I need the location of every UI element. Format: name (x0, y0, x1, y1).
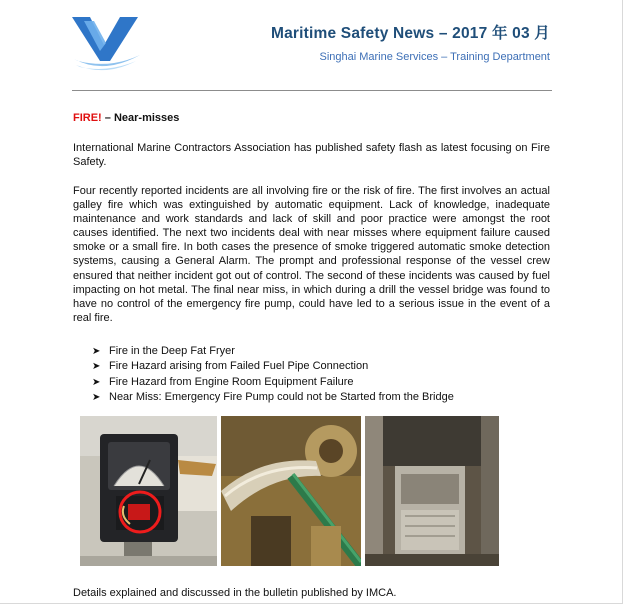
list-item-text: Fire Hazard arising from Failed Fuel Pipe Connection (109, 360, 369, 373)
singhai-v-logo (70, 15, 142, 73)
fryer-control-photo (80, 416, 217, 566)
arrow-bullet-icon: ➤ (92, 346, 101, 357)
list-item-text: Fire Hazard from Engine Room Equipment Failure (109, 375, 354, 388)
list-item (92, 344, 454, 359)
arrow-bullet-icon: ➤ (92, 392, 101, 404)
list-item-text: Fire in the Deep Fat Fryer (109, 345, 235, 357)
engine-room-photo (365, 416, 499, 566)
list-item (92, 390, 454, 405)
section-title-rest: – Near-misses (101, 112, 180, 124)
section-title (73, 112, 179, 124)
fuel-pipe-photo (221, 416, 361, 566)
footer-note: Details explained and discussed in the bulletin published by IMCA. (73, 587, 397, 599)
incident-list (92, 344, 454, 406)
arrow-bullet-icon: ➤ (92, 361, 101, 373)
incidents-paragraph: Four recently reported incidents are all involving fire or the risk of fire. The first involves an actual galley fire which was extinguished by automatic equipment. Lack of knowledge, inadequate maintenance and work standards and lack of skill and poor practice were amongst the root causes identified. The next two incidents deal with near misses where equipment failure caused smoke or a small fire. In both cases the presence of smoke triggered automatic smoke detection systems, causing a General Alarm. The prompt and professional response of the vessel crew ensured that neither incident got out of control. The second of these incidents was caused by fuel impacting on hot metal. The final near miss, in which during a drill the vessel bridge was found to have no control of the emergency fire pump, could have led to a serious issue in the event of a real fire. (73, 185, 550, 324)
newsletter-subtitle: Singhai Marine Services – Training Department (319, 51, 550, 63)
fire-highlight: FIRE! (73, 112, 102, 124)
newsletter-title: Maritime Safety News – 2017 年 03 月 (270, 25, 550, 42)
header-divider (72, 90, 552, 91)
list-item (92, 359, 454, 374)
list-item-text: Near Miss: Emergency Fire Pump could not be Started from the Bridge (109, 391, 454, 404)
arrow-bullet-icon: ➤ (92, 376, 101, 388)
intro-paragraph: International Marine Contractors Association has published safety flash as latest focusing on Fire Safety. (73, 142, 550, 169)
list-item (92, 375, 454, 390)
